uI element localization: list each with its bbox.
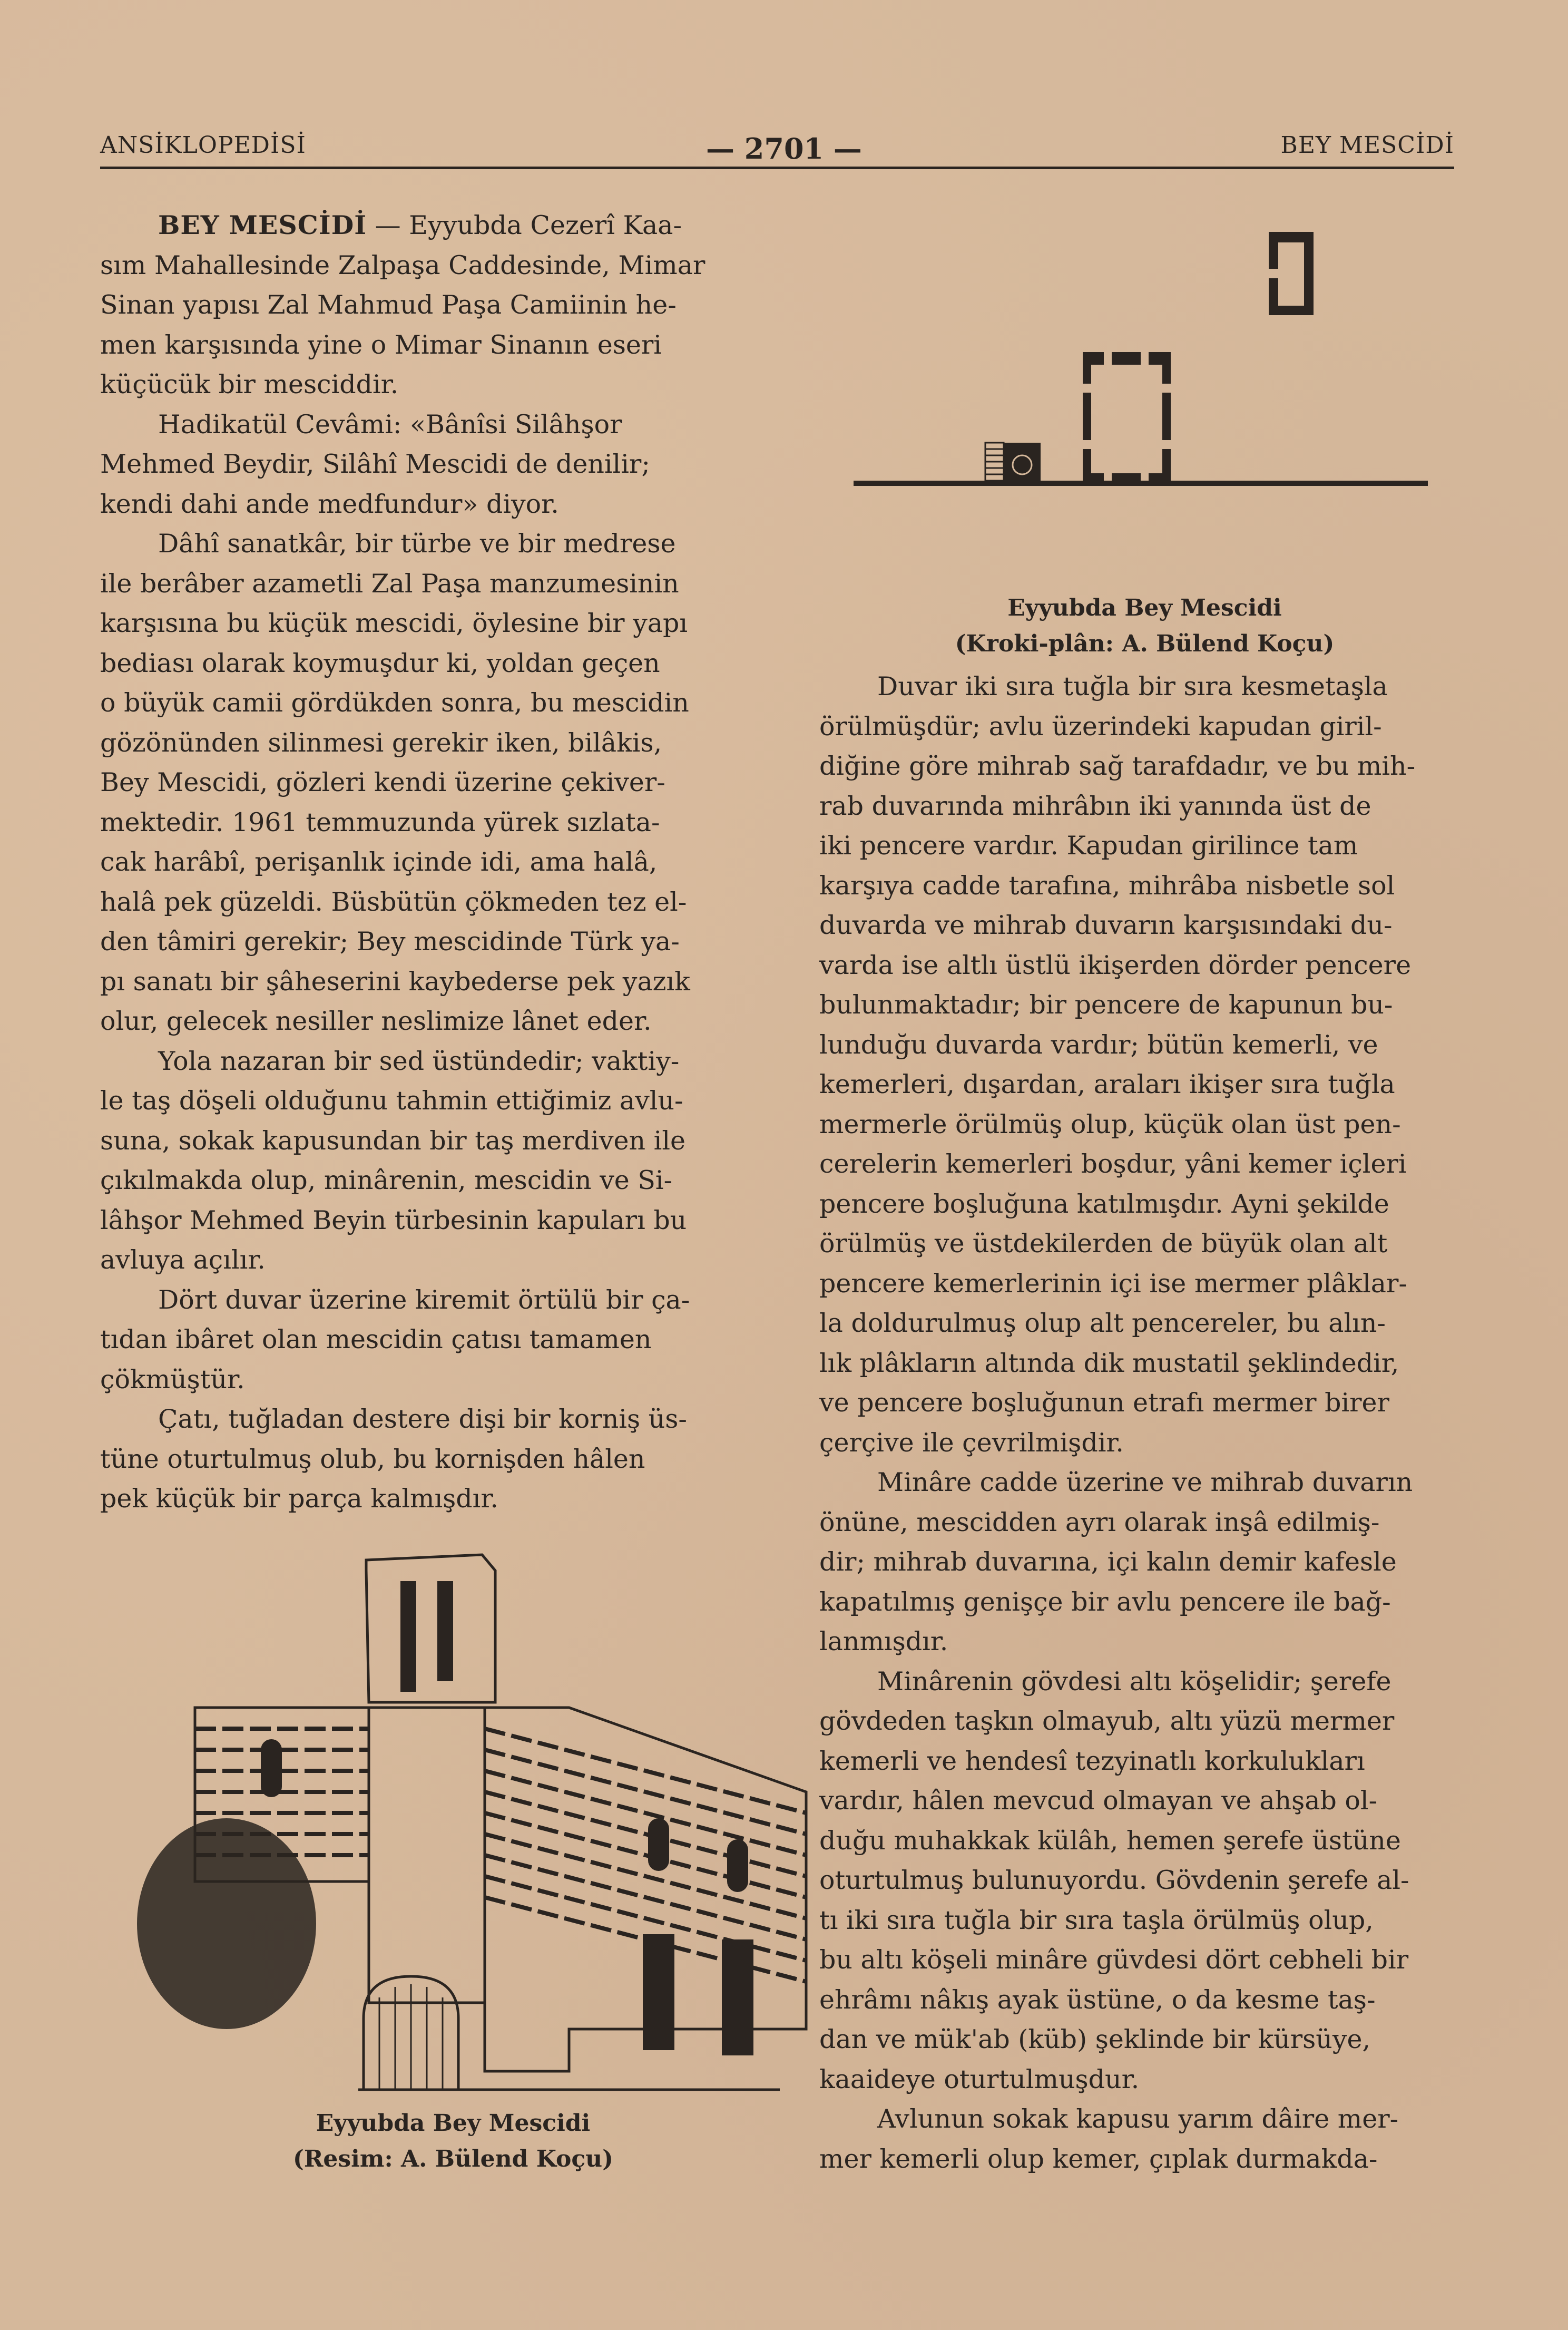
left-column — [100, 206, 749, 1519]
text-line-content: kemerleri, dışardan, araları ikişer sıra tuğla — [819, 1069, 1395, 1099]
text-line-content: pı sanatı bir şâheserini kaybederse pek yazık — [100, 966, 690, 997]
text-line — [819, 905, 1470, 945]
right-column — [819, 667, 1470, 2179]
text-line-content: avluya açılır. — [100, 1245, 266, 1275]
text-line-content: küçücük bir mesciddir. — [100, 369, 399, 399]
text-line-content: pencere boşluğuna katılmışdır. Ayni şekilde — [819, 1188, 1389, 1219]
text-line — [819, 746, 1470, 786]
text-line — [100, 1360, 749, 1400]
text-line — [100, 564, 749, 604]
text-line-content: örülmüş ve üstdekilerden de büyük olan alt — [819, 1229, 1388, 1259]
text-line-content: kaaideye oturtulmuşdur. — [819, 2064, 1140, 2094]
drawing-windows — [261, 1581, 753, 2055]
minaret-shaft — [369, 1708, 485, 2003]
text-line — [819, 1343, 1470, 1383]
text-line-content: Yola nazaran bir sed üstündedir; vaktiy- — [158, 1046, 680, 1076]
text-line — [100, 683, 749, 723]
text-line-content: cak harâbî, perişanlık içinde idi, ama halâ, — [100, 847, 658, 877]
text-line-content: duvarda ve mihrab duvarın karşısındaki du- — [819, 910, 1393, 940]
text-line — [819, 1741, 1470, 1781]
text-line-content: gözönünden silinmesi gerekir iken, bilâkis, — [100, 727, 662, 758]
text-line — [100, 1479, 749, 1519]
mosque-wall-left-b — [1083, 393, 1091, 440]
text-line — [819, 1980, 1470, 2020]
text-line-content: Dört duvar üzerine kiremit örtülü bir ça- — [158, 1284, 690, 1315]
tomb-wall-left-upper — [1269, 232, 1278, 269]
text-line — [819, 2020, 1470, 2060]
text-line — [819, 1701, 1470, 1741]
text-line — [819, 707, 1470, 747]
text-line-content: halâ pek güzeldi. Büsbütün çökmeden tez el- — [100, 886, 687, 917]
text-line-content: vardır, hâlen mevcud olmayan ve ahşab ol- — [819, 1786, 1378, 1816]
window-upper-right-1 — [648, 1818, 669, 1871]
balcony-opening-2 — [437, 1581, 453, 1681]
plan-caption-credit: (Kroki-plân: A. Bülend Koçu) — [955, 630, 1335, 657]
text-line — [819, 1383, 1470, 1423]
window-lower-right-1 — [643, 1934, 674, 2050]
text-line-content: lık plâkların altında dik mustatil şeklindedir, — [819, 1348, 1399, 1378]
text-line — [819, 826, 1470, 866]
text-line-content: örülmüşdür; avlu üzerindeki kapudan giril- — [819, 711, 1382, 742]
text-line — [100, 962, 749, 1002]
drawing-caption-title: Eyyubda Bey Mescidi — [316, 2110, 591, 2137]
mosque-drawing-figure — [116, 1523, 817, 2092]
header-rule — [100, 167, 1454, 169]
text-line-content: bediası olarak koymuşdur ki, yoldan geçen — [100, 648, 660, 678]
plan-caption-title: Eyyubda Bey Mescidi — [1007, 594, 1282, 621]
text-line — [100, 842, 749, 882]
text-line — [100, 1041, 749, 1081]
floor-plan-figure — [854, 221, 1428, 580]
text-line-content: ile berâber azametli Zal Paşa manzumesinin — [100, 568, 679, 599]
text-line — [819, 1224, 1470, 1264]
text-line-content: Bey Mescidi, gözleri kendi üzerine çekiver- — [100, 767, 665, 797]
text-line — [100, 723, 749, 763]
text-line-content: dir; mihrab duvarına, içi kalın demir kafesle — [819, 1547, 1397, 1577]
text-line — [819, 1900, 1470, 1941]
text-line — [100, 246, 749, 286]
text-line-content: olur, gelecek nesiller neslimize lânet eder. — [100, 1006, 652, 1036]
text-line-content: oturtulmuş bulunuyordu. Gövdenin şerefe al- — [819, 1865, 1409, 1895]
text-line — [819, 1105, 1470, 1145]
text-line — [100, 1240, 749, 1280]
text-line-content: tüne oturtulmuş olub, bu kornişden hâlen — [100, 1444, 645, 1474]
mihrab-niche — [1091, 414, 1099, 430]
text-line — [819, 786, 1470, 826]
text-line — [819, 1423, 1470, 1463]
text-line — [819, 1065, 1470, 1105]
text-line — [100, 1201, 749, 1241]
entry-title: BEY MESCİDİ — [158, 210, 367, 240]
text-line-content: kapatılmış genişçe bir avlu pencere ile bağ- — [819, 1586, 1391, 1617]
text-line — [100, 644, 749, 684]
tomb-wall-right — [1304, 232, 1314, 315]
text-line-content: mer kemerli olup kemer, çıplak durmakda- — [819, 2143, 1378, 2174]
text-line-content: karşısına bu küçük mescidi, öylesine bir yapı — [100, 608, 688, 638]
text-line-content: ehrâmı nâkış ayak üstüne, o da kesme taş- — [819, 1984, 1376, 2015]
text-line-content: Minârenin gövdesi altı köşelidir; şerefe — [877, 1666, 1391, 1697]
text-line — [819, 1662, 1470, 1702]
page-number: — 2701 — — [706, 132, 862, 165]
mosque-wall-top-b — [1112, 352, 1141, 365]
text-line — [819, 1542, 1470, 1582]
text-line-content: bulunmaktadır; bir pencere de kapunun bu- — [819, 990, 1393, 1020]
text-line-content: o büyük camii gördükden sonra, bu mescidin — [100, 688, 689, 718]
text-line — [100, 524, 749, 564]
text-line-content: lâhşor Mehmed Beyin türbesinin kapuları bu — [100, 1205, 687, 1235]
header-entry-name: BEY MESCİDİ — [1280, 132, 1454, 159]
text-line-content: Hadikatül Cevâmi: «Bânîsi Silâhşor — [158, 409, 622, 440]
text-line-content: Mehmed Beydir, Silâhî Mescidi de denilir; — [100, 449, 650, 479]
text-line-content: gövdeden taşkın olmayub, altı yüzü mermer — [819, 1706, 1395, 1736]
text-line — [819, 985, 1470, 1025]
tree — [137, 1818, 316, 2029]
minaret-balcony — [366, 1555, 495, 1702]
tree-foliage — [137, 1818, 316, 2029]
text-line — [100, 882, 749, 922]
text-line — [100, 484, 749, 524]
tomb-wall-bottom — [1269, 306, 1314, 315]
text-line — [819, 1821, 1470, 1861]
text-line-content: iki pencere vardır. Kapudan girilince tam — [819, 831, 1358, 861]
text-line — [819, 2099, 1470, 2139]
text-line-content: Çatı, tuğladan destere dişi bir korniş üs- — [158, 1404, 687, 1434]
mosque-wall-right-b — [1162, 393, 1171, 440]
text-line-content: Avlunun sokak kapusu yarım dâire mer- — [877, 2104, 1399, 2134]
text-line — [100, 922, 749, 962]
text-line — [819, 667, 1470, 707]
text-line-content: çökmüştür. — [100, 1364, 245, 1395]
plan-walls — [854, 232, 1428, 486]
text-line-content: çıkılmakda olup, minârenin, mescidin ve Si- — [100, 1165, 673, 1195]
running-header — [100, 121, 1454, 169]
text-line-content: — Eyyubda Cezerî Kaa- — [367, 210, 682, 240]
text-line-content: sım Mahallesinde Zalpaşa Caddesinde, Mimar — [100, 250, 705, 280]
text-line — [819, 1582, 1470, 1622]
gate-planks — [379, 1984, 443, 2090]
text-line — [100, 285, 749, 325]
mosque-wall-left-a — [1083, 352, 1091, 384]
text-line-content: diğine göre mihrab sağ tarafdadır, ve bu mih- — [819, 751, 1416, 781]
text-line-content: pek küçük bir parça kalmışdır. — [100, 1484, 498, 1514]
text-line — [100, 803, 749, 843]
text-line — [100, 1081, 749, 1121]
text-line-content: rab duvarında mihrâbın iki yanında üst de — [819, 791, 1371, 821]
window-lower-right-2 — [722, 1939, 753, 2055]
drawing-lines — [195, 1555, 806, 2090]
text-line-content: dan ve mük'ab (küb) şeklinde bir kürsüye, — [819, 2024, 1371, 2054]
text-line — [100, 444, 749, 484]
text-line-content: Minâre cadde üzerine ve mihrab duvarın — [877, 1467, 1413, 1497]
text-line — [819, 1503, 1470, 1543]
text-line — [100, 1320, 749, 1360]
text-line — [819, 1940, 1470, 1980]
text-line-content: çerçive ile çevrilmişdir. — [819, 1427, 1124, 1458]
text-line-content: karşıya cadde tarafına, mihrâba nisbetle sol — [819, 870, 1395, 901]
text-line-content: kemerli ve hendesî tezyinatlı korkulukları — [819, 1746, 1365, 1776]
text-line-content: cerelerin kemerleri boşdur, yâni kemer içleri — [819, 1149, 1407, 1179]
text-line — [819, 1025, 1470, 1065]
text-line-content: tı iki sıra tuğla bir sıra taşla örülmüş olup, — [819, 1905, 1374, 1935]
text-line-content: lanmışdır. — [819, 1626, 948, 1656]
text-line-content: Dâhî sanatkâr, bir türbe ve bir medrese — [158, 529, 676, 559]
text-line — [100, 325, 749, 365]
text-line — [100, 1121, 749, 1161]
text-line-content: bu altı köşeli minâre güvdesi dört cebheli bir — [819, 1945, 1409, 1975]
text-line-content: Duvar iki sıra tuğla bir sıra kesmetaşla — [877, 671, 1388, 701]
mosque-wall-right-a — [1162, 352, 1171, 384]
text-line — [819, 1781, 1470, 1821]
text-line — [100, 1439, 749, 1479]
window-left — [261, 1739, 282, 1797]
text-line — [100, 1161, 749, 1201]
text-line-content: varda ise altlı üstlü ikişerden dörder pencere — [819, 950, 1412, 980]
text-line — [100, 365, 749, 405]
text-line-content: pencere kemerlerinin içi ise mermer plâklar- — [819, 1268, 1407, 1299]
text-line — [100, 1280, 749, 1320]
balcony-opening-1 — [400, 1581, 416, 1692]
text-line-content: mektedir. 1961 temmuzunda yürek sızlata- — [100, 807, 660, 837]
text-line-content: ve pencere boşluğunun etrafı mermer birer — [819, 1388, 1389, 1418]
text-line — [819, 1184, 1470, 1224]
text-line-content: tıdan ibâret olan mescidin çatısı tamamen — [100, 1324, 652, 1354]
text-line — [100, 1001, 749, 1041]
text-line — [100, 603, 749, 644]
text-line-content: Sinan yapısı Zal Mahmud Paşa Camiinin he- — [100, 290, 677, 320]
text-line — [819, 1264, 1470, 1304]
text-line — [819, 2139, 1470, 2179]
text-line — [819, 1622, 1470, 1662]
text-line — [819, 866, 1470, 906]
text-line — [819, 1303, 1470, 1343]
text-line — [100, 1399, 749, 1439]
plan-caption — [819, 590, 1470, 662]
text-line — [819, 1144, 1470, 1184]
text-line-content: kendi dahi ande medfundur» diyor. — [100, 489, 559, 519]
header-publication-name: ANSİKLOPEDİSİ — [100, 132, 306, 159]
text-line-content: duğu muhakkak külâh, hemen şerefe üstüne — [819, 1825, 1401, 1856]
window-upper-right-2 — [727, 1839, 748, 1892]
text-line-content: den tâmiri gerekir; Bey mescidinde Türk ya- — [100, 927, 680, 957]
drawing-caption — [190, 2105, 717, 2177]
text-line-content: suna, sokak kapusundan bir taş merdiven ile — [100, 1125, 685, 1156]
drawing-caption-credit: (Resim: A. Bülend Koçu) — [293, 2146, 613, 2172]
text-line — [819, 1463, 1470, 1503]
text-line — [100, 405, 749, 445]
minaret-base — [1004, 443, 1041, 486]
text-line-content: la doldurulmuş olup alt pencereler, bu alın- — [819, 1308, 1386, 1338]
text-line-content: le taş döşeli olduğunu tahmin ettiğimiz avlu- — [100, 1086, 683, 1116]
text-line — [819, 945, 1470, 986]
text-line-content: önüne, mescidden ayrı olarak inşâ edilmiş- — [819, 1507, 1380, 1537]
text-line-content: mermerle örülmüş olup, küçük olan üst pen- — [819, 1109, 1401, 1139]
text-line — [100, 763, 749, 803]
street-line — [854, 481, 1428, 486]
text-line — [819, 1860, 1470, 1900]
text-line — [819, 2060, 1470, 2100]
text-line-content: lunduğu duvarda vardır; bütün kemerli, ve — [819, 1029, 1378, 1060]
text-line-content: men karşısında yine o Mimar Sinanın eseri — [100, 329, 662, 360]
text-line — [100, 206, 749, 246]
